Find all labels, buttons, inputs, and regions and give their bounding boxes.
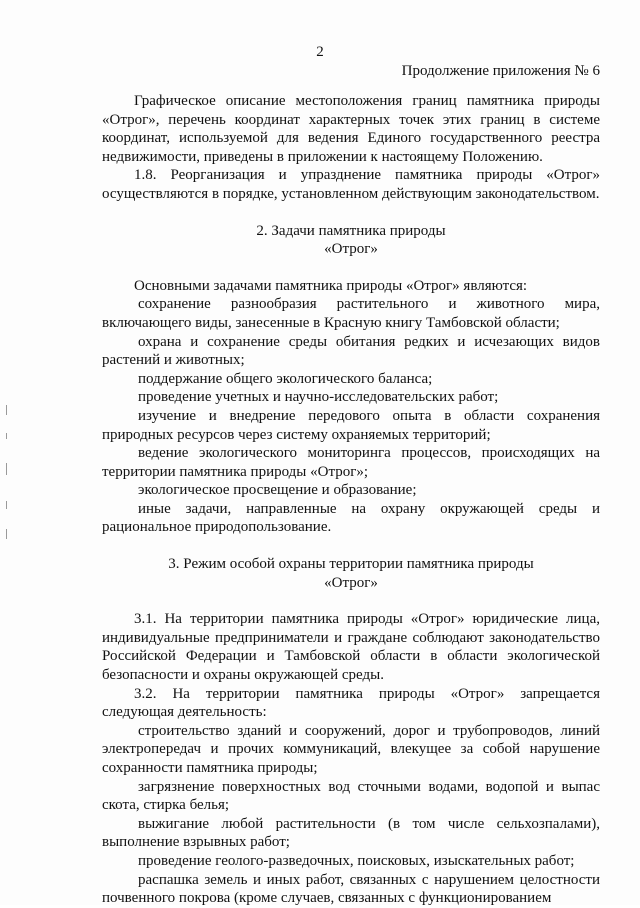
section-2-item: изучение и внедрение передового опыта в области сохранения природных ресурсов через систему охраняемых территорий; xyxy=(102,407,600,443)
section-2-item: охрана и сохранение среды обитания редких и исчезающих видов растений и животных; xyxy=(102,333,600,369)
section-2-heading: 2. Задачи памятника природы xyxy=(256,222,446,239)
section-3-heading-name: «Отрог» xyxy=(324,574,378,591)
section-3-heading: 3. Режим особой охраны территории памятника природы xyxy=(168,556,534,573)
prohibited-activity-item: загрязнение поверхностных вод сточными водами, водопой и выпас скота, стирка белья; xyxy=(102,778,600,814)
section-2-item: иные задачи, направленные на охрану окружающей среды и рациональное природопользование. xyxy=(102,500,600,536)
section-2-heading-name: «Отрог» xyxy=(324,241,378,258)
document-body xyxy=(102,92,600,908)
prohibited-activity-item: строительство зданий и сооружений, дорог и трубопроводов, линий электропередач и прочих коммуникаций, влекущее за собой нарушение сохранности памятника природы; xyxy=(102,722,600,776)
prohibited-activity-item: выжигание любой растительности (в том числе сельхозпалами), выполнение взрывных работ; xyxy=(102,815,600,851)
section-2-item: экологическое просвещение и образование; xyxy=(138,482,417,499)
prohibited-activity-item: проведение геолого-разведочных, поисковых, изыскательных работ; xyxy=(138,852,575,869)
appendix-note: Продолжение приложения № 6 xyxy=(401,63,600,79)
section-2-item: проведение учетных и научно-исследовательских работ; xyxy=(138,389,499,406)
prohibited-activity-item: распашка земель и иных работ, связанных с нарушением целостности почвенного покрова (кроме случаев, связанных с функционированием xyxy=(102,871,600,907)
section-2-item: поддержание общего экологического баланса; xyxy=(138,370,433,387)
paragraph-3-2: 3.2. На территории памятника природы «Отрог» запрещается следующая деятельность: xyxy=(102,685,600,721)
section-2-item: ведение экологического мониторинга процессов, происходящих на территории памятника природы «Отрог»; xyxy=(102,445,600,480)
scan-edge-marks xyxy=(6,405,8,545)
page-number: 2 xyxy=(316,44,324,60)
section-2-intro: Основными задачами памятника природы «Отрог» являются: xyxy=(134,277,528,294)
section-2-item: сохранение разнообразия растительного и животного мира, включающего виды, занесенные в Красную книгу Тамбовской области; xyxy=(102,296,600,331)
intro-paragraph-description: Графическое описание местоположения границ памятника природы «Отрог», перечень координат характерных точек этих границ в системе координат, используемой для ведения Единого государственного реестра недвижимости, приведены в приложении к настоящему Положению. xyxy=(102,93,600,165)
intro-paragraph-1-8: 1.8. Реорганизация и упразднение памятника природы «Отрог» осуществляются в порядке, установленном действующим законодательством. xyxy=(102,167,600,202)
paragraph-3-1: 3.1. На территории памятника природы «Отрог» юридические лица, индивидуальные предприниматели и граждане соблюдают законодательство Российской Федерации и Тамбовской области в области экологической безопасности и охраны окружающей среды. xyxy=(102,611,600,684)
